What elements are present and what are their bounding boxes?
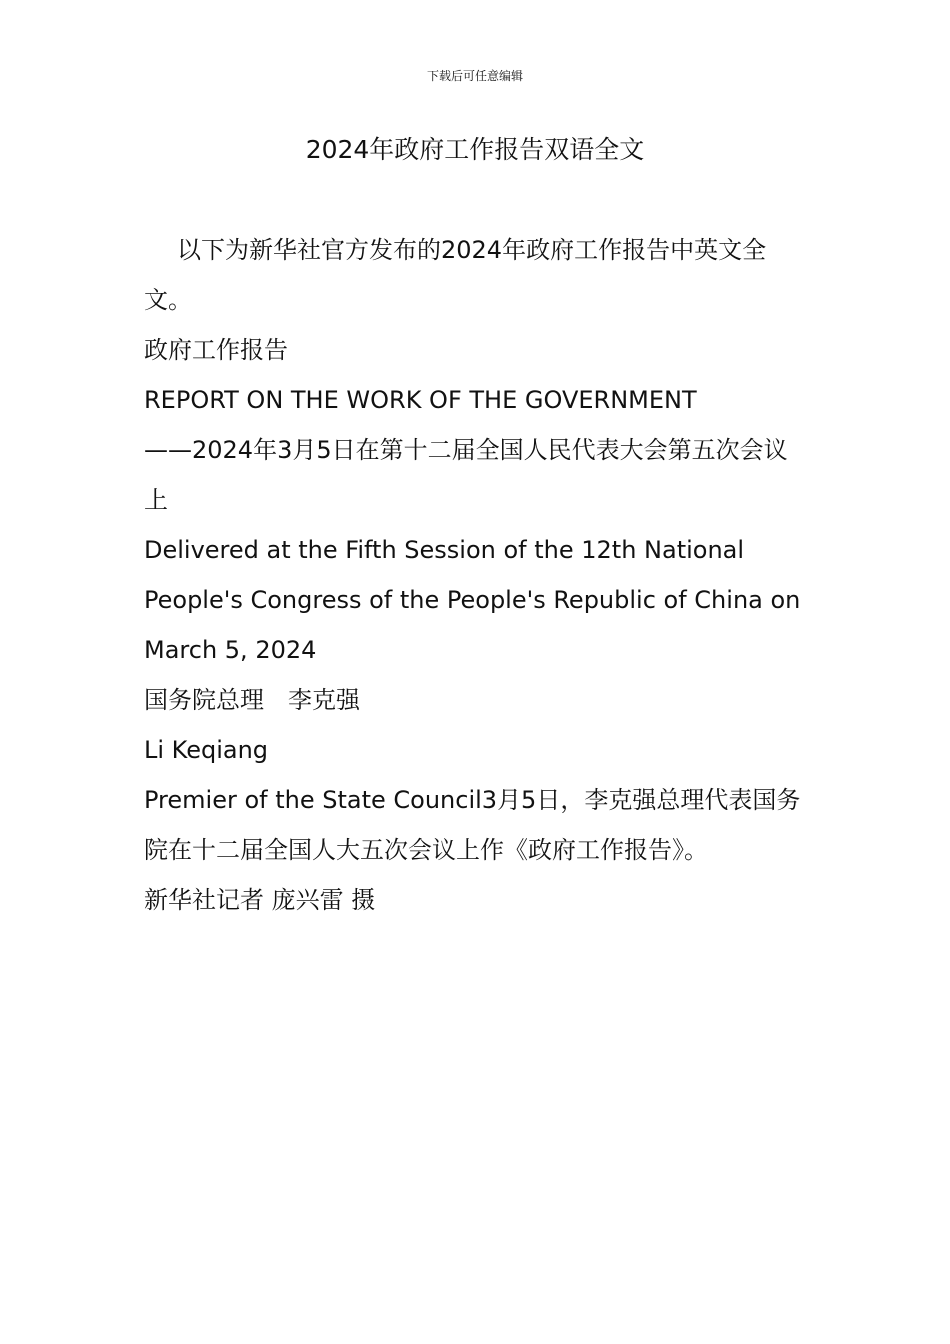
document-body	[144, 225, 810, 925]
report-title-en: REPORT ON THE WORK OF THE GOVERNMENT	[144, 386, 697, 414]
document-title: 2024年政府工作报告双语全文	[305, 135, 645, 164]
photo-credit: 新华社记者 庞兴雷 摄	[144, 886, 376, 914]
intro-paragraph: 以下为新华社官方发布的2024年政府工作报告中英文全文。	[144, 236, 767, 314]
header-note: 下载后可任意编辑	[426, 69, 523, 83]
photo-caption: Premier of the State Council3月5日，李克强总理代表国务院在十二届全国人大五次会议上作《政府工作报告》。	[144, 786, 801, 864]
delivered-en: Delivered at the Fifth Session of the 12th National People's Congress of the People's Republic of China on March 5, 2024	[144, 536, 801, 664]
delivered-cn: ——2024年3月5日在第十二届全国人民代表大会第五次会议上	[144, 436, 788, 514]
speaker-cn: 国务院总理 李克强	[144, 686, 360, 714]
speaker-en-name: Li Keqiang	[144, 736, 269, 764]
report-title-cn: 政府工作报告	[144, 336, 288, 364]
